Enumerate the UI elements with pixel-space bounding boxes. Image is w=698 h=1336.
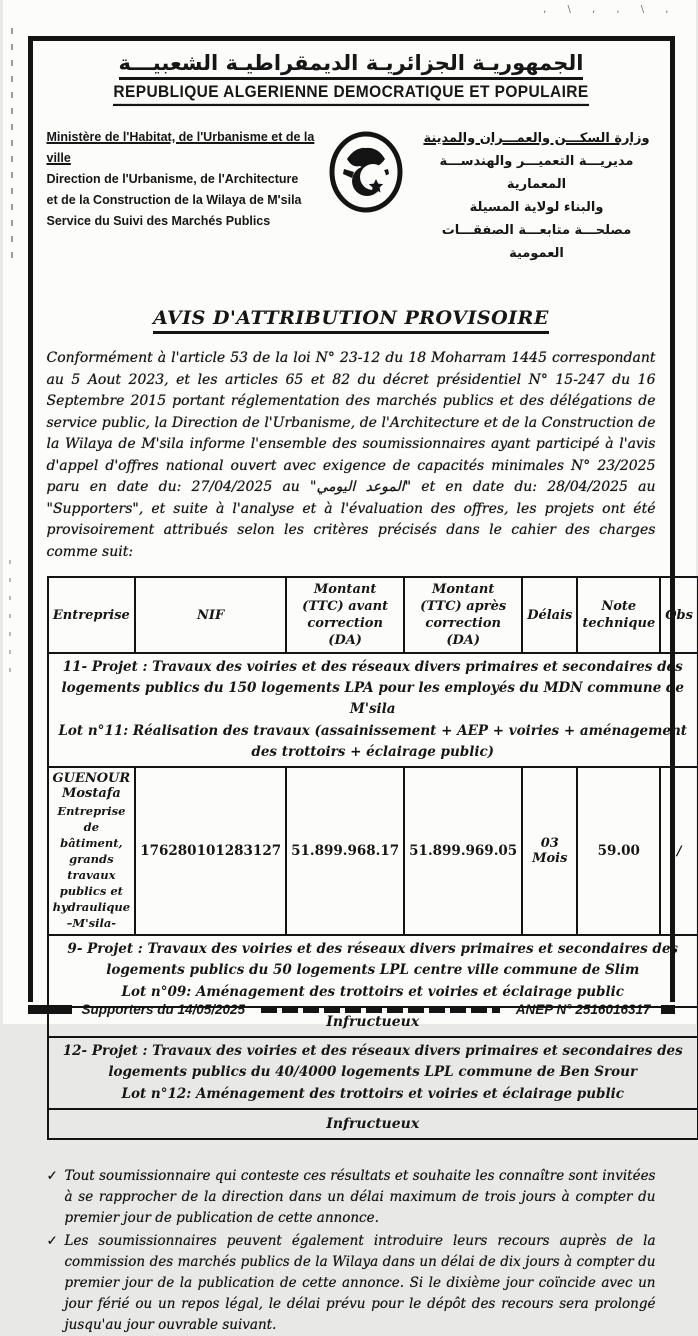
document-title: AVIS D'ATTRIBUTION PROVISOIRE xyxy=(153,307,549,334)
table-header-row xyxy=(48,577,698,653)
construction-line-fr: et de la Construction de la Wilaya de M'sila xyxy=(47,190,315,211)
service-line-fr: Service du Suivi des Marchés Publics xyxy=(47,211,315,232)
intro-paragraph: Conformément à l'article 53 de la loi N° 23-12 du 18 Moharram 1445 correspondant au 5 Aout 2023, et les articles 65 et 82 du décret présidentiel N° 15-247 du 16 Septembre 2015 portant réglementation des marchés publics et des délégations de service public, la Direction de l'Urbanisme, de l'Architecture et de la Construction de la Wilaya de M'sila informe l'ensemble des soumissionnaires ayant participé à l'avis d'appel d'offres national ouvert avec exigence de capacités minimales N° 23/2025 paru en date du: 27/04/2025 au "الموعد اليومي" et en date du: 28/04/2025 au "Supporters", et suite à l'analyse et à l'évaluation des offres, les projets ont été provisoirement attribués selon les critères précisés dans le cahier des charges comme suit: xyxy=(47,348,656,563)
construction-line-ar: والبناء لولاية المسيلة xyxy=(418,196,656,219)
direction-line-ar: مديريـــة التعميـــر والهندســـة المعمارية xyxy=(418,150,656,196)
note-text-recours: Les soumissionnaires peuvent également introduire leurs recours auprès de la commission des marchés publics de la Wilaya dans un délai de dix jours à compter du premier jour de la publication de cette annonce. Si le dixième jour coïncide avec un jour férié ou un repos légal, le délai prévu pour le dépôt des recours sera prolongé jusqu'au jour ouvrable suivant. xyxy=(65,1231,656,1336)
check-icon: ✓ xyxy=(47,1166,65,1229)
cell-montant-avant: 51.899.968.17 xyxy=(286,767,404,935)
ministry-line-fr: Ministère de l'Habitat, de l'Urbanisme et de la ville xyxy=(47,127,315,169)
note-item xyxy=(47,1166,656,1229)
col-obs: Obs xyxy=(660,577,698,653)
algeria-emblem-icon xyxy=(327,129,405,215)
scanned-award-notice-page xyxy=(3,0,696,1024)
masthead xyxy=(47,51,656,105)
status-infructueux-12: Infructueux xyxy=(48,1109,698,1139)
award-table xyxy=(47,576,698,1140)
check-icon: ✓ xyxy=(47,1231,65,1336)
republic-title-french: REPUBLIQUE ALGERIENNE DEMOCRATIQUE ET POPULAIRE xyxy=(113,83,588,106)
service-line-ar: مصلحـــة متابعـــة الصفقـــات العمومية xyxy=(418,219,656,265)
cell-entreprise xyxy=(48,767,136,935)
direction-line-fr: Direction de l'Urbanisme, de l'Architecture xyxy=(47,169,315,190)
cell-obs: / xyxy=(660,767,698,935)
col-entreprise: Entreprise xyxy=(48,577,136,653)
project-11-section-row xyxy=(48,653,698,767)
project-12-section-row xyxy=(48,1037,698,1109)
status-infructueux-9: Infructueux xyxy=(48,1007,698,1037)
lot-12-description: Lot n°12: Aménagement des trottoirs et voiries et éclairage public xyxy=(53,1084,693,1105)
project-9-title: 9- Projet : Travaux des voiries et des réseaux divers primaires et secondaires des logements publics du 50 logements LPL centre ville commune de Slim xyxy=(53,939,693,981)
cell-montant-apres: 51.899.969.05 xyxy=(404,767,522,935)
lot-09-description: Lot n°09: Aménagement des trottoirs et voiries et éclairage public xyxy=(53,982,693,1003)
cell-delais: 03 Mois xyxy=(522,767,577,935)
recourse-notes xyxy=(47,1166,656,1336)
project-9-section-row xyxy=(48,935,698,1007)
entreprise-name: GUENOUR Mostafa xyxy=(53,771,131,801)
organization-header xyxy=(47,127,656,265)
award-row-guenour xyxy=(48,767,698,935)
scan-artifact xyxy=(11,28,13,268)
project-11-title: 11- Projet : Travaux des voiries et des réseaux divers primaires et secondaires des logements publics du 150 logements LPA pour les employés du MDN commune de M'sila xyxy=(53,657,693,720)
scan-artifact xyxy=(9,560,11,680)
cell-note-technique: 59.00 xyxy=(577,767,660,935)
entreprise-description: Entreprise de bâtiment, grands travaux publics et hydraulique –M'sila- xyxy=(53,803,131,931)
emblem-container xyxy=(315,127,418,219)
org-block-arabic xyxy=(418,127,656,265)
col-nif: NIF xyxy=(135,577,286,653)
lot-11-description: Lot n°11: Réalisation des travaux (assainissement + AEP + voiries + aménagement des trottoirs + éclairage public) xyxy=(53,721,693,763)
frame-corner-right xyxy=(661,1005,675,1014)
project-12-title: 12- Projet : Travaux des voiries et des réseaux divers primaires et secondaires des logements publics du 40/4000 logements LPL commune de Ben Srour xyxy=(53,1041,693,1083)
col-montant-apres: Montant (TTC) après correction (DA) xyxy=(404,577,522,653)
col-montant-avant: Montant (TTC) avant correction (DA) xyxy=(286,577,404,653)
cell-nif: 176280101283127 xyxy=(135,767,286,935)
ministry-line-ar: وزارة السكـــن والعمـــران والمدينة xyxy=(418,127,656,150)
frame-corner-left xyxy=(28,1005,72,1014)
republic-title-arabic: الجمهوريـة الجزائريـة الديمقراطيـة الشعبيـــة xyxy=(119,51,584,80)
note-text-contest: Tout soumissionnaire qui conteste ces résultats et souhaite les connaître sont invitées à se rapprocher de la direction dans un délai maximum de trois jours à compter du premier jour de publication de cette annonce. xyxy=(65,1166,656,1229)
footer-dashed-rule xyxy=(261,1006,500,1013)
col-note-technique: Note technique xyxy=(577,577,660,653)
org-block-french xyxy=(47,127,315,232)
publication-journal-date: Supporters du 14/05/2025 xyxy=(72,1002,256,1017)
scan-artifact: , \ , , \ , xyxy=(543,4,677,15)
note-item xyxy=(47,1231,656,1336)
anep-number: ANEP N° 2516016317 xyxy=(506,1002,661,1017)
project-12-status-row xyxy=(48,1109,698,1139)
col-delais: Délais xyxy=(522,577,577,653)
publication-footer xyxy=(28,1002,675,1016)
document-frame xyxy=(28,36,675,1002)
